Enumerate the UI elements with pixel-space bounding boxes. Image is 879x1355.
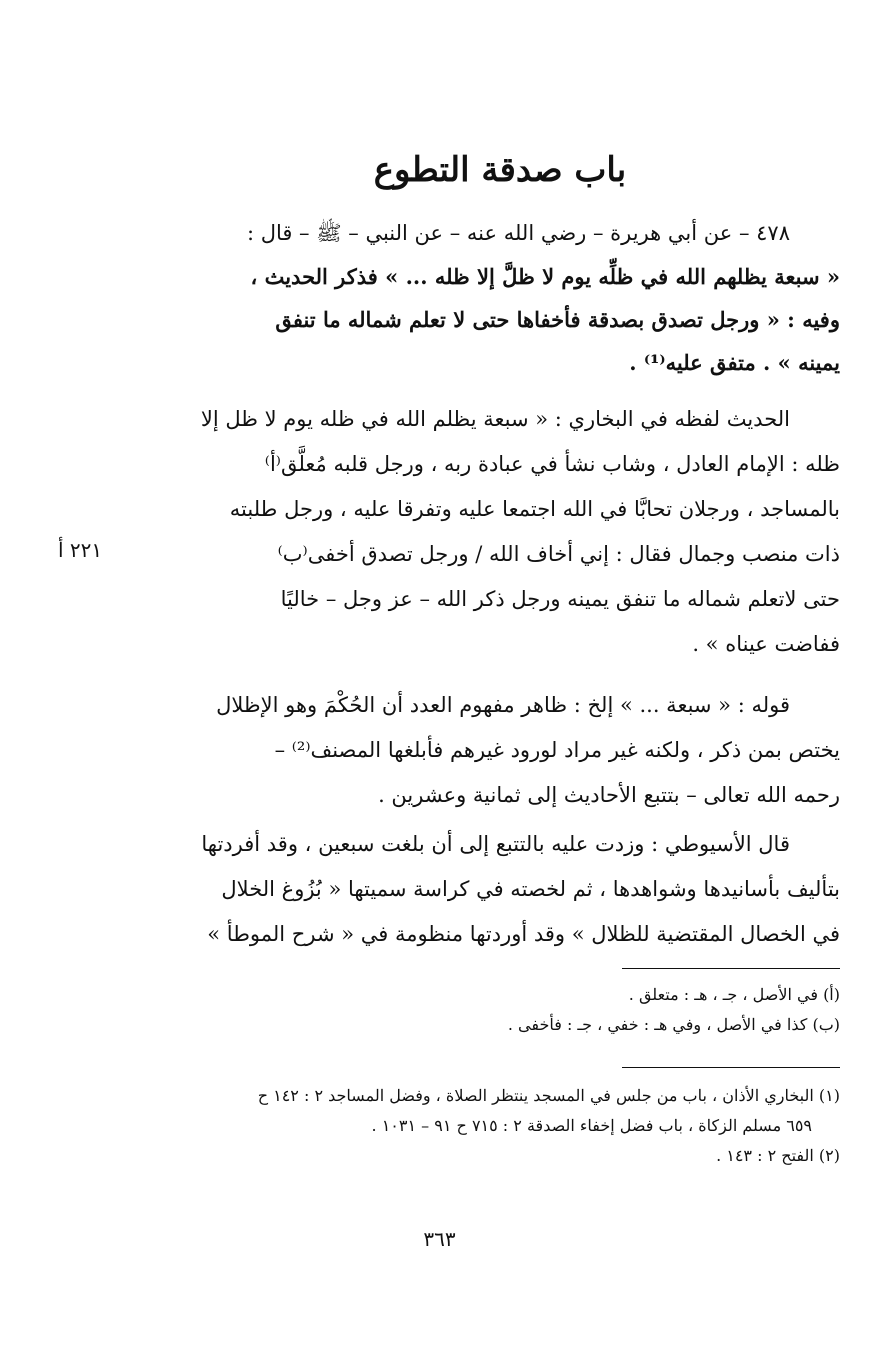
text-line: بتأليف بأسانيدها وشواهدها ، ثم لخصته في كراسة سميتها « بُزُوغ الخلال (221, 877, 840, 901)
text-line: حتى لاتعلم شماله ما تنفق يمينه ورجل ذكر الله – عز وجل – خاليًا (280, 587, 840, 611)
page-number: ٣٦٣ (423, 1227, 456, 1251)
footnotes (160, 1081, 840, 1171)
footnote-continuation: ٦٥٩ مسلم الزكاة ، باب فضل إخفاء الصدقة ٢ : ٧١٥ ح ٩١ – ١٠٣١ . (371, 1116, 812, 1135)
hadith-line: وفيه : « ورجل تصدق بصدقة فأخفاها حتى لا تعلم شماله ما تنفق (275, 307, 840, 332)
footnote-divider (622, 1067, 840, 1068)
text-line: الحديث لفظه في البخاري : « سبعة يظلم الله في ظله يوم لا ظل إلا (200, 407, 790, 431)
hadith-line: « سبعة يظلهم الله في ظلِّه يوم لا ظلَّ إلا ظله ... » فذكر الحديث ، (250, 264, 840, 289)
text-line: بالمساجد ، ورجلان تحابَّا في الله اجتمعا عليه وتفرقا عليه ، ورجل طلبته (229, 497, 840, 521)
text-line: يختص بمن ذكر ، ولكنه غير مراد لورود غيرهم فأبلغها المصنف⁽²⁾ – (274, 738, 840, 762)
text-line: قال الأسيوطي : وزدت عليه بالتتبع إلى أن بلغت سبعين ، وقد أفردتها (201, 832, 790, 856)
bukhari-paragraph (160, 397, 840, 667)
manuscript-folio-ref: ٢٢١ أ (58, 538, 103, 562)
text-line: ذات منصب وجمال فقال : إني أخاف الله / ورجل تصدق أخفى⁽ب⁾ (277, 542, 840, 566)
text-line: رحمه الله تعالى – بتتبع الأحاديث إلى ثمانية وعشرين . (378, 783, 840, 807)
chapter-title: باب صدقة التطوع (373, 150, 627, 190)
variant-note: (ب) كذا في الأصل ، وفي هـ : خفي ، جـ : فأخفى . (507, 1015, 840, 1034)
text-line: قوله : « سبعة ... » إلخ : ظاهر مفهوم العدد أن الحُكْمَ وهو الإظلال (216, 693, 790, 717)
variant-notes (160, 980, 840, 1040)
hadith-line: ٤٧٨ – عن أبي هريرة – رضي الله عنه – عن النبي – ﷺ – قال : (246, 221, 790, 245)
variant-note: (أ) في الأصل ، جـ ، هـ : متعلق . (628, 985, 840, 1004)
hadith-line: يمينه » . متفق عليه⁽¹⁾ . (629, 350, 840, 375)
text-line: ظله : الإمام العادل ، وشاب نشأ في عبادة ربه ، ورجل قلبه مُعلَّق⁽أ⁾ (264, 452, 840, 476)
asyuti-paragraph (160, 822, 840, 957)
text-line: في الخصال المقتضية للظلال » وقد أوردتها منظومة في « شرح الموطأ » (207, 922, 840, 946)
footnote: (٢) الفتح ٢ : ١٤٣ . (716, 1146, 840, 1165)
commentary-paragraph (160, 683, 840, 818)
footnote: (١) البخاري الأذان ، باب من جلس في المسجد ينتظر الصلاة ، وفضل المساجد ٢ : ١٤٢ ح (257, 1086, 840, 1105)
footnote-divider (622, 968, 840, 969)
hadith-paragraph (160, 212, 840, 384)
text-line: ففاضت عيناه » . (692, 632, 840, 656)
